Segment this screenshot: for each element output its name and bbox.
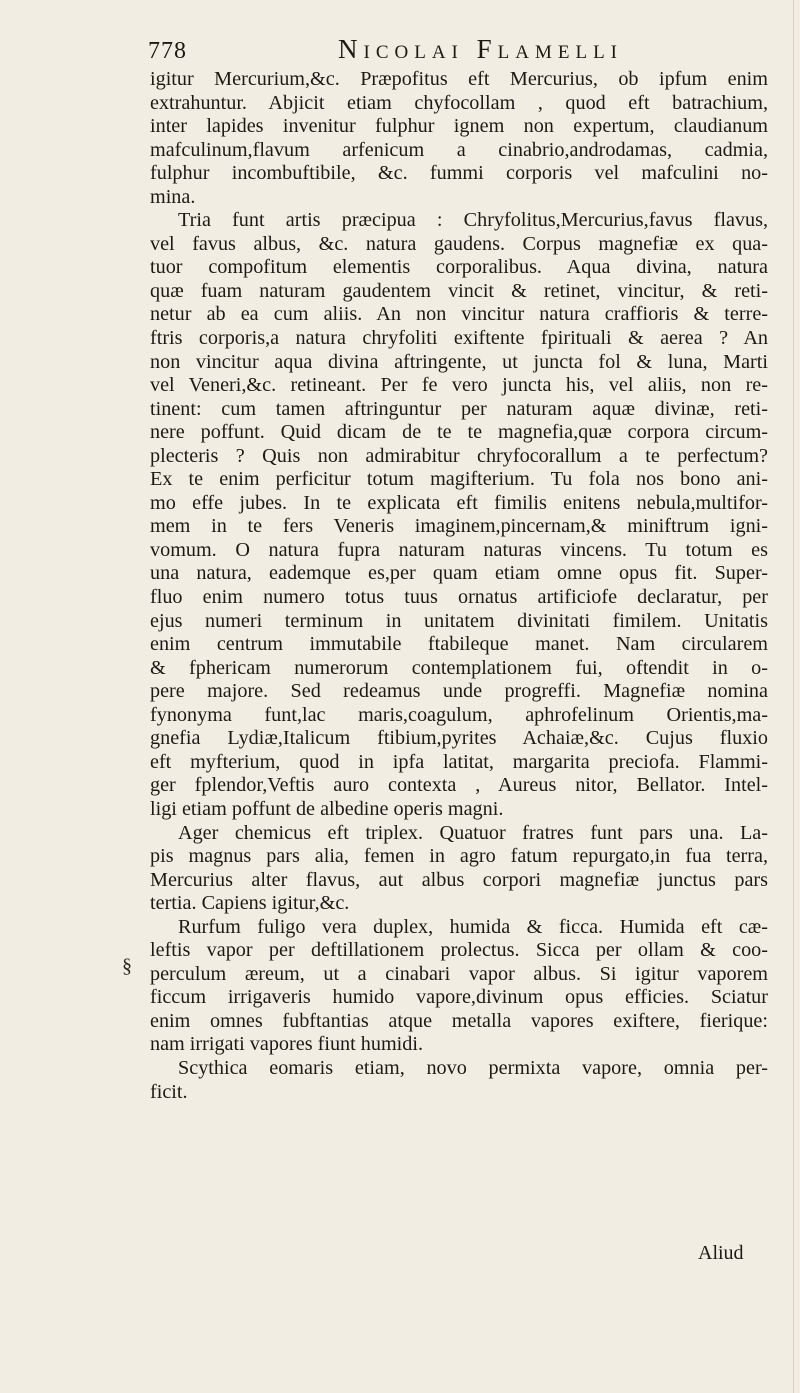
text-line: eft myfterium, quod in ipfa latitat, margarita preciofa. Flammi- bbox=[150, 750, 768, 773]
text-line: quæ fuam naturam gaudentem vincit & retinet, vincitur, & reti- bbox=[150, 279, 768, 302]
text-line: fulphur incombuftibile, &c. fummi corporis vel mafculini no- bbox=[150, 162, 768, 185]
text-line: fynonyma funt,lac maris,coagulum, aphrofelinum Orientis,ma- bbox=[150, 703, 768, 726]
text-line: enim omnes fubftantias atque metalla vapores exiftere, fierique: bbox=[150, 1009, 768, 1032]
text-line: ficcum irrigaveris humido vapore,divinum opus efficies. Sciatur bbox=[150, 986, 768, 1009]
text-line: nam irrigati vapores fiunt humidi. bbox=[150, 1033, 424, 1056]
text-line: tertia. Capiens igitur,&c. bbox=[150, 892, 350, 915]
text-line: mo effe jubes. In te explicata eft fimilis enitens nebula,multifor- bbox=[150, 491, 768, 514]
text-line: tinent: cum tamen aftringuntur per naturam aquæ divinæ, reti- bbox=[150, 397, 768, 420]
page-edge-line bbox=[793, 0, 794, 1393]
text-line: extrahuntur. Abjicit etiam chyfocollam , quod eft batrachium, bbox=[150, 91, 768, 114]
text-line: Ex te enim perficitur totum magifterium. Tu fola nos bono ani- bbox=[150, 468, 768, 491]
text-line: nere poffunt. Quid dicam de te te magnefia,quæ corpora circum- bbox=[150, 421, 768, 444]
text-line: ger fplendor,Veftis auro contexta , Aureus nitor, Bellator. Intel- bbox=[150, 774, 768, 797]
catchword: Aliud bbox=[698, 1242, 744, 1264]
text-line: & fphericam numerorum contemplationem fui, oftendit in o- bbox=[150, 656, 768, 679]
text-line: ftris corporis,a natura chryfoliti exiftente fpirituali & aerea ? An bbox=[150, 327, 768, 350]
text-line: mem in te fers Veneris imaginem,pincernam,& miniftrum igni- bbox=[150, 515, 768, 538]
text-line: plecteris ? Quis non admirabitur chryfocorallum a te perfectum? bbox=[150, 444, 768, 467]
text-line: ejus numeri terminum in unitatem divinitati fimilem. Unitatis bbox=[150, 609, 768, 632]
text-line: leftis vapor per deftillationem prolectus. Sicca per ollam & coo- bbox=[150, 939, 768, 962]
text-line: fluo enim numero totus tuus ornatus artificiofe declaratur, per bbox=[150, 586, 768, 609]
text-line: ligi etiam poffunt de albedine operis magni. bbox=[150, 797, 504, 820]
page-header bbox=[148, 34, 768, 68]
text-line: Rurfum fuligo vera duplex, humida & ficca. Humida eft cæ- bbox=[178, 915, 768, 938]
text-line: pis magnus pars alia, femen in agro fatum repurgato,in fua terra, bbox=[150, 845, 768, 868]
text-line: tuor compofitum elementis corporalibus. Aqua divina, natura bbox=[150, 256, 768, 279]
marginal-mark: § bbox=[122, 955, 132, 977]
running-head: Nicolai Flamelli bbox=[338, 34, 624, 64]
text-line: enim centrum immutabile ftabileque manet. Nam circularem bbox=[150, 633, 768, 656]
text-line: perculum æreum, ut a cinabari vapor albus. Si igitur vaporem bbox=[150, 962, 768, 985]
text-line: igitur Mercurium,&c. Præpofitus eft Mercurius, ob ipfum enim bbox=[150, 68, 768, 90]
text-line: Mercurius alter flavus, aut albus corpori magnefiæ junctus pars bbox=[150, 868, 768, 891]
body-text bbox=[150, 68, 768, 1104]
text-line: non vincitur aqua divina aftringente, ut juncta fol & luna, Marti bbox=[150, 350, 768, 373]
text-line: mina. bbox=[150, 185, 196, 208]
text-line: vel favus albus, &c. natura gaudens. Corpus magnefiæ ex qua- bbox=[150, 232, 768, 255]
page-number: 778 bbox=[148, 38, 187, 64]
text-line: Ager chemicus eft triplex. Quatuor fratres funt pars una. La- bbox=[178, 821, 768, 844]
text-line: netur ab ea cum aliis. An non vincitur natura craffioris & terre- bbox=[150, 303, 768, 326]
text-line: Tria funt artis præcipua : Chryfolitus,Mercurius,favus flavus, bbox=[178, 209, 768, 232]
text-line: mafculinum,flavum arfenicum a cinabrio,androdamas, cadmia, bbox=[150, 138, 768, 161]
text-line: ficit. bbox=[150, 1080, 188, 1103]
text-line: vel Veneri,&c. retineant. Per fe vero juncta his, vel aliis, non re- bbox=[150, 374, 768, 397]
text-line: pere majore. Sed redeamus unde progreffi. Magnefiæ nomina bbox=[150, 680, 768, 703]
text-line: vomum. O natura fupra naturam naturas vincens. Tu totum es bbox=[150, 538, 768, 561]
text-line: gnefia Lydiæ,Italicum ftibium,pyrites Achaiæ,&c. Cujus fluxio bbox=[150, 727, 768, 750]
text-line: inter lapides invenitur fulphur ignem non expertum, claudianum bbox=[150, 115, 768, 138]
text-line: una natura, eademque es,per quam etiam omne opus fit. Super- bbox=[150, 562, 768, 585]
text-line: Scythica eomaris etiam, novo permixta vapore, omnia per- bbox=[178, 1056, 768, 1079]
